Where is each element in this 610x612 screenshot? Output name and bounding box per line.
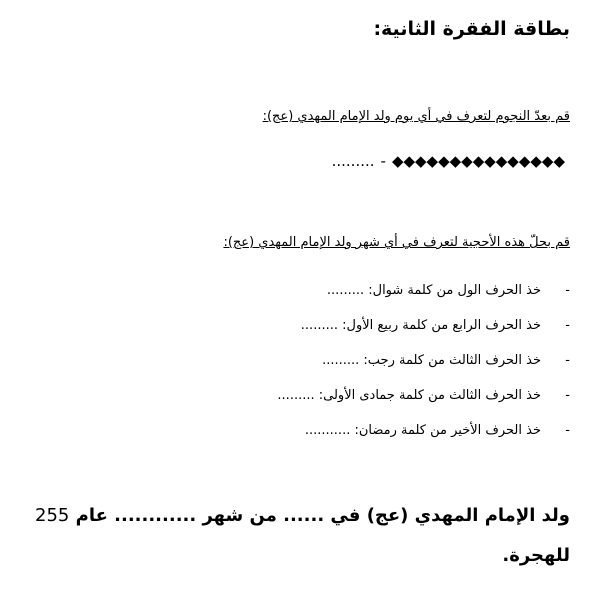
clue-text: خذ الحرف الثالث من كلمة جمادى الأولى: ......... [277,388,541,403]
clue-text: خذ الحرف الثالث من كلمة رجب: ......... [322,353,541,368]
list-item [277,387,570,422]
day-puzzle-instruction: قم بعدّ النجوم لتعرف في أي يوم ولد الإمام المهدي (عج): [262,109,570,124]
month-puzzle-instruction: قم بحلّ هذه الأحجية لتعرف في أي شهر ولد الإمام المهدي (عج): [223,235,570,250]
answer-text-before: ولد الإمام المهدي (عج) في ...... من شهر ............ عام [75,505,570,526]
day-answer-blank: ......... [331,152,375,170]
answer-year: 255 [35,505,70,526]
list-bullet: - [565,353,570,368]
answer-text-after: للهجرة. [502,545,570,566]
clue-list [277,282,570,457]
list-bullet: - [565,423,570,438]
clue-text: خذ الحرف الرابع من كلمة ربيع الأول: ......... [300,318,541,333]
list-item [277,317,570,352]
list-item [277,422,570,457]
clue-text: خذ الحرف الول من كلمة شوال: ......... [326,283,541,298]
list-bullet: - [565,283,570,298]
stars-dash: - [380,152,386,170]
card-title: بطاقة الفقرة الثانية: [373,18,570,40]
stars-row [332,152,565,170]
stars: ◆◆◆◆◆◆◆◆◆◆◆◆◆◆◆ [391,152,565,170]
list-item [277,282,570,317]
list-item [277,352,570,387]
clue-text: خذ الحرف الأخير من كلمة رمضان: ........... [304,423,541,438]
list-bullet: - [565,388,570,403]
answer-sentence [30,496,570,576]
list-bullet: - [565,318,570,333]
